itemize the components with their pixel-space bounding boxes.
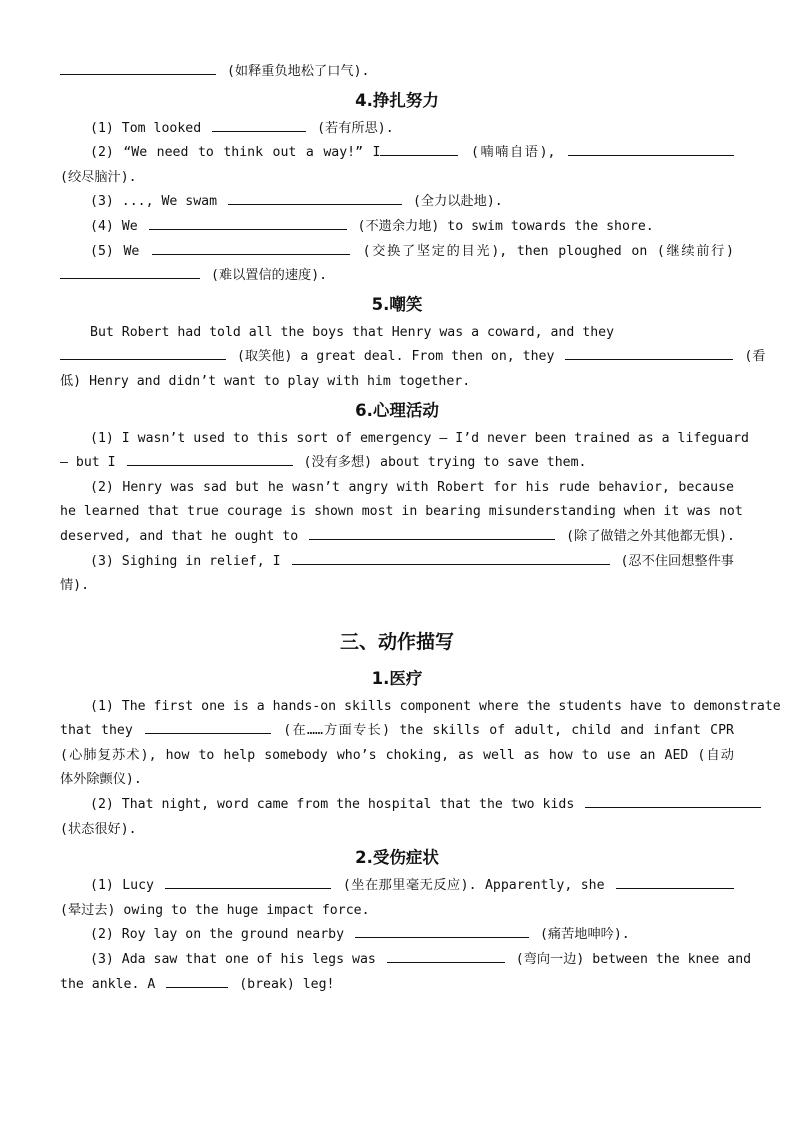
- section-heading: 6.心理活动: [355, 400, 439, 420]
- item-text: (坐在那里毫无反应). Apparently, she: [342, 878, 605, 894]
- worksheet-page: [60, 60, 781, 997]
- fill-blank[interactable]: [212, 117, 306, 132]
- exercise-item: [60, 793, 734, 818]
- item-text: (没有多想) about trying to save them.: [303, 455, 587, 471]
- section-heading: 2.受伤症状: [355, 848, 439, 868]
- fill-blank[interactable]: [127, 451, 293, 466]
- item-text: (忍不住回想整件事: [620, 553, 734, 569]
- item-text: (全力以赴地).: [412, 194, 503, 210]
- exercise-item-cont: [60, 899, 734, 924]
- fill-blank[interactable]: [309, 525, 555, 540]
- item-text: (1) Lucy: [90, 878, 154, 894]
- item-text: (5) We: [90, 243, 140, 259]
- item-text: (弯向一边) between the knee and: [515, 952, 752, 968]
- item-text: deserved, and that he ought to: [60, 528, 299, 544]
- section-heading: 4.挣扎努力: [355, 90, 439, 110]
- item-text: — but I: [60, 455, 116, 471]
- paragraph-line: [60, 321, 734, 346]
- item-text: (break) leg!: [239, 976, 335, 992]
- fill-blank[interactable]: [387, 948, 505, 963]
- fill-blank[interactable]: [380, 141, 458, 156]
- item-text: 情).: [60, 578, 90, 594]
- fill-blank[interactable]: [292, 550, 610, 565]
- fill-blank[interactable]: [585, 793, 761, 808]
- item-text: 低) Henry and didn’t want to play with him together.: [60, 373, 471, 389]
- exercise-item-cont: [60, 500, 743, 525]
- item-text: (2) Henry was sad but he wasn’t angry with Robert for his rude behavior, because: [90, 479, 734, 495]
- item-text: (晕过去) owing to the huge impact force.: [60, 902, 370, 918]
- fill-blank[interactable]: [355, 923, 529, 938]
- item-text: (1) Tom looked: [90, 120, 202, 136]
- exercise-item: [60, 695, 781, 720]
- exercise-item: [60, 948, 752, 973]
- item-text: (心肺复苏术), how to help somebody who’s choking, as well as how to use an AED (自动: [60, 747, 734, 763]
- exercise-item-cont: [60, 264, 734, 289]
- paragraph-line: [60, 345, 766, 370]
- section-heading: 1.医疗: [371, 668, 423, 688]
- item-text: (2) Roy lay on the ground nearby: [90, 927, 345, 943]
- fill-blank[interactable]: [149, 215, 347, 230]
- exercise-item: [60, 190, 734, 215]
- exercise-item-cont: [60, 719, 734, 744]
- item-text: that they: [60, 723, 133, 739]
- exercise-item: [60, 874, 734, 899]
- item-text: (取笑他) a great deal. From then on, they: [236, 349, 555, 365]
- exercise-item: [60, 117, 734, 142]
- fill-blank[interactable]: [60, 345, 226, 360]
- item-text: (3) Ada saw that one of his legs was: [90, 952, 376, 968]
- item-text: (状态很好).: [60, 821, 137, 837]
- item-text: (2) “We need to think out a way!” I: [90, 145, 381, 161]
- exercise-item: [60, 476, 734, 501]
- line-continuation: [60, 60, 734, 85]
- exercise-item: [60, 923, 734, 948]
- item-text: (交换了坚定的目光), then ploughed on (继续前行): [362, 243, 734, 259]
- fill-blank[interactable]: [145, 719, 271, 734]
- item-text: (喃喃自语),: [471, 145, 556, 161]
- fill-blank[interactable]: [60, 264, 200, 279]
- item-text: (3) Sighing in relief, I: [90, 553, 281, 569]
- item-text: the ankle. A: [60, 976, 156, 992]
- exercise-item: [60, 215, 734, 240]
- exercise-item-cont: [60, 451, 734, 476]
- item-text: (难以置信的速度).: [210, 268, 328, 284]
- exercise-item: [60, 141, 734, 166]
- item-text: (不遗余力地) to swim towards the shore.: [357, 218, 654, 234]
- item-text: (除了做错之外其他都无惧).: [566, 528, 735, 544]
- item-text: (若有所思).: [317, 120, 394, 136]
- section-heading: 5.嘲笑: [371, 294, 423, 314]
- exercise-item-cont: [60, 525, 734, 550]
- item-text: (1) I wasn’t used to this sort of emergency — I’d never been trained as a lifeguard: [90, 430, 749, 446]
- exercise-item-cont: [60, 818, 734, 843]
- exercise-item-cont: [60, 744, 734, 769]
- paragraph-line: [60, 370, 734, 395]
- item-text: But Robert had told all the boys that Henry was a coward, and they: [90, 324, 615, 340]
- fill-blank[interactable]: [152, 240, 350, 255]
- item-text: (绞尽脑汁).: [60, 169, 137, 185]
- fill-blank[interactable]: [228, 190, 402, 205]
- item-text: (4) We: [90, 218, 138, 234]
- exercise-item-cont: [60, 768, 734, 793]
- item-text: he learned that true courage is shown most in bearing misunderstanding when it was not: [60, 504, 743, 520]
- line-text: (如释重负地松了口气).: [226, 64, 370, 79]
- fill-blank[interactable]: [568, 141, 734, 156]
- item-text: (1) The first one is a hands-on skills component where the students have to demonstrate: [90, 698, 781, 714]
- fill-blank[interactable]: [565, 345, 733, 360]
- exercise-item-cont: [60, 973, 734, 998]
- fill-blank[interactable]: [616, 874, 734, 889]
- item-text: (在……方面专长) the skills of adult, child and infant CPR: [283, 723, 734, 739]
- item-text: 体外除颤仪).: [60, 772, 142, 788]
- exercise-item: [60, 550, 734, 575]
- part-heading: 三、动作描写: [339, 630, 454, 653]
- exercise-item: [60, 427, 749, 452]
- exercise-item-cont: [60, 166, 734, 191]
- item-text: (3) ..., We swam: [90, 194, 218, 210]
- fill-blank[interactable]: [166, 973, 228, 988]
- item-text: (2) That night, word came from the hospital that the two kids: [90, 797, 575, 813]
- fill-blank[interactable]: [165, 874, 331, 889]
- fill-blank[interactable]: [60, 60, 216, 75]
- exercise-item: [60, 240, 734, 265]
- item-text: (痛苦地呻吟).: [539, 927, 630, 943]
- item-text: (看: [744, 349, 766, 365]
- exercise-item-cont: [60, 574, 734, 599]
